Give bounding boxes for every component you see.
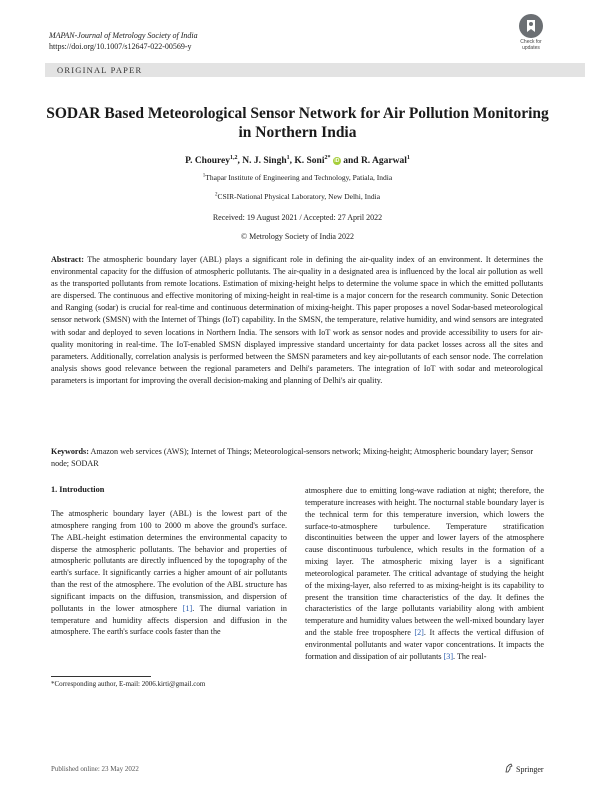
abstract-text: The atmospheric boundary layer (ABL) plays a significant role in defining the air-quality index of an environment. It determines the environmental capacity for the diffusion of atmospheric pollutants. The air-quality in a designated area is influenced by the local air pollution as well as the transported pollutants from remote locations. Estimation of mixing-height helps to determine the volume space in which the emitted pollutants are dispersed. The continuous and effective monitoring of mixing-height in real-time is a major concern for the research community. Sonic Detection and Ranging (sodar) is crucial for real-time and continuous determination of mixing-height. This paper proposes a novel Sodar-based meteorological sensor network (SMSN) with the Internet of Things (IoT) capability. In the SMSN, the temperature, relative humidity, and wind sensors are integrated with sodar and deployed to seven locations in Northern India. The sensors with IoT work as sensor nodes and provide accessibility to users for air-quality monitoring in real-time. The IoT-enabled SMSN displayed impressive standard uncertainty for data packet losses across all the sites and parameters. Additionally, correlation analysis is performed between the SMSN parameters and key air-pollutants of each sensor node. The correlation analysis shows good relevance between the regional parameters and Delhi's parameters. The integration of IoT with sodar and meteorological parameters is important for improving the overall decision-making and planning of Delhi's air quality.: [51, 255, 544, 385]
citation-link[interactable]: [2]: [414, 628, 424, 638]
springer-horse-icon: [504, 763, 514, 775]
abstract-label: Abstract:: [51, 255, 84, 264]
abstract: [51, 254, 543, 387]
publisher-name: Springer: [516, 764, 544, 774]
body-text: . It affects the vertical diffusion of environmental pollutants and water vapor concentrations. It impacts the formation and dissipation of air pollutants: [305, 628, 544, 661]
affiliation-mark: 1: [202, 173, 206, 179]
author-affiliation-mark: 2*: [324, 155, 331, 161]
affiliation-text: Thapar Institute of Engineering and Technology, Patiala, India: [205, 173, 393, 182]
affiliation: [40, 192, 555, 201]
check-for-updates-badge[interactable]: [514, 14, 548, 51]
body-column-left: [51, 508, 287, 638]
affiliation-mark: 2: [214, 192, 218, 198]
keywords-label: Keywords:: [51, 447, 89, 456]
affiliation-text: CSIR-National Physical Laboratory, New Delhi, India: [217, 192, 381, 201]
corresponding-author-footnote: *Corresponding author, E-mail: 2006.kirti@gmail.com: [51, 680, 206, 688]
body-column-right: [305, 485, 544, 663]
author-list: P. Chourey$^{1,2}$, N. J. Singh$^1$, K. Soni$^{2*}$ iD and R. Agarwal$^1$: [185, 155, 410, 167]
paper-title: SODAR Based Meteorological Sensor Network for Air Pollution Monitoring in Northern India: [46, 105, 549, 141]
check-for-updates-label: Check for updates: [520, 39, 542, 51]
keywords-text: Amazon web services (AWS); Internet of Things; Meteorological-sensors network; Mixing-height; Atmospheric boundary layer; Sensor node; SODAR: [51, 447, 534, 468]
section-heading: 1. Introduction: [51, 485, 105, 494]
author-name[interactable]: K. Soni: [294, 156, 325, 167]
journal-name: MAPAN-Journal of Metrology Society of India: [49, 31, 198, 40]
author-name[interactable]: R. Agarwal: [360, 156, 407, 167]
body-text: . The real-: [453, 651, 487, 661]
doi-link[interactable]: https://doi.org/10.1007/s12647-022-00569-y: [49, 42, 192, 51]
keywords: [51, 446, 543, 470]
orcid-icon[interactable]: iD: [334, 157, 340, 164]
author-name[interactable]: N. J. Singh: [242, 156, 287, 167]
author-name[interactable]: P. Chourey: [185, 156, 231, 167]
affiliation: [40, 173, 555, 182]
footnote-divider: [51, 676, 151, 677]
copyright-line: © Metrology Society of India 2022: [241, 232, 354, 241]
published-online-date: Published online: 23 May 2022: [51, 765, 139, 773]
author-affiliation-mark: 1: [406, 155, 410, 161]
citation-link[interactable]: [1]: [182, 603, 193, 613]
article-type-label: ORIGINAL PAPER: [57, 65, 143, 75]
body-text: atmosphere due to emitting long-wave radiation at night; therefore, the temperature increases with height. The nocturnal stable boundary layer is the technical term for this temperature inversion, which lowers the surface-to-atmosphere turbulence. Temperature stratification discontinuities between the upper and lower layers of the atmosphere cause discontinuous turbulence, which results in the formation of a mixing layer. The atmospheric mixing layer is a significant meteorological parameter. The critical advantage of studying the height of the mixing-layer, also referred to as mixing-height is its capability to present the transition time characteristics of the day. It defines the characteristics of the large pollutants variability along with ambient temperature and humidity values between the well-mixed boundary layer and the stable free troposphere: [305, 486, 544, 638]
bookmark-icon: [519, 14, 543, 38]
publisher-logo: [504, 763, 544, 775]
citation-link[interactable]: [3]: [443, 651, 454, 661]
received-accepted-dates: Received: 19 August 2021 / Accepted: 27 April 2022: [212, 213, 383, 222]
body-text: The atmospheric boundary layer (ABL) is the lowest part of the atmosphere ranging from 100 to 2000 m above the ground's surface. The ABL-height estimation determines the environmental capacity to disperse the atmospheric pollutants. The behavior and properties of atmospheric pollutants are directly influenced by the topography of the earth's surface. It significantly carries a higher amount of air pollutants than the rest of the atmosphere. The evolution of the ABL structure has significant impacts on the diffusion, transmission, and dispersion of pollutants in the lower atmosphere: [51, 509, 287, 613]
article-type-banner: [45, 63, 585, 77]
author-affiliation-mark: 1: [286, 155, 290, 161]
body-text: . The diurnal variation in temperature and humidity affects dispersion and diffusion in the atmosphere. The earth's surface cools faster than the: [51, 603, 287, 637]
author-affiliation-mark: 1,2: [230, 155, 238, 161]
